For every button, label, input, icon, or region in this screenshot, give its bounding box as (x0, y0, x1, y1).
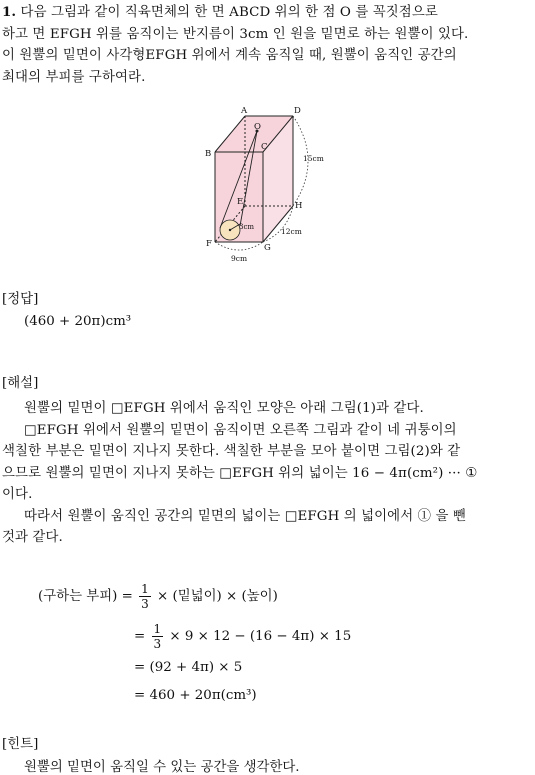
solution-line: 으므로 원뿔의 밑면이 지나지 못하는 □EFGH 위의 넓이는 16 − 4π(cm²) ··· ① (2, 465, 478, 481)
equation-row (134, 660, 242, 675)
equation-row (134, 688, 257, 703)
label-B: B (205, 149, 212, 159)
equation-rhs: × (밑넓이) × (높이) (157, 589, 278, 604)
cuboid-figure (195, 104, 365, 264)
label-C: C (261, 142, 268, 152)
solution-line: 색칠한 부분은 밑면이 지나지 못한다. 색칠한 부분을 모아 붙이면 그림(2)와 같 (2, 444, 461, 459)
problem-line: 이 원뿔의 밑면이 사각형EFGH 위에서 계속 움직일 때, 원뿔이 움직인 공간의 (2, 48, 457, 63)
label-width: 9cm (231, 254, 248, 263)
label-A: A (241, 106, 248, 116)
problem-line: 하고 면 EFGH 위를 움직이는 반지름이 3cm 인 원을 밑면로 하는 원뿔이 있다. (2, 26, 469, 42)
label-D: D (294, 106, 301, 116)
equation-row (38, 582, 278, 611)
hint-text: 원뿔의 밑면이 움직일 수 있는 공간을 생각한다. (24, 760, 300, 775)
equation-row (134, 622, 351, 651)
hint-label: [힌트] (2, 737, 39, 752)
equation-rhs: (92 + 4π) × 5 (149, 660, 243, 675)
label-O: O (254, 122, 261, 132)
solution-line: 따라서 원뿔이 움직인 공간의 밑면의 넓이는 □EFGH 의 넓이에서 ① 을 뺀 (24, 508, 466, 524)
label-G: G (264, 243, 271, 253)
width-arc (215, 242, 263, 250)
problem-line: 다음 그림과 같이 직육면체의 한 면 ABCD 위의 한 점 O 를 꼭짓점으로 (20, 5, 438, 20)
solution-line: 원뿔의 밑면이 □EFGH 위에서 움직인 모양은 아래 그림(1)과 같다. (24, 401, 424, 416)
equation-rhs: 460 + 20π(cm³) (149, 688, 257, 703)
label-depth: 12cm (281, 227, 302, 236)
equation-lhs: = (134, 629, 146, 644)
answer-label: [정답] (2, 292, 39, 307)
solution-line: □EFGH 위에서 원뿔의 밑면이 움직이면 오른쪽 그림과 같이 네 귀퉁이의 (24, 422, 457, 438)
fraction (139, 582, 151, 611)
solution-text (2, 398, 532, 549)
equation-lhs: (구하는 부피) = (38, 589, 133, 604)
equation-lhs: = (134, 660, 146, 675)
equation-lhs: = (134, 688, 146, 703)
fraction-denominator: 3 (153, 637, 162, 651)
fraction (152, 622, 164, 651)
solution-line: 이다. (2, 487, 33, 502)
answer-value: (460 + 20π)cm³ (24, 314, 132, 329)
problem-number: 1. (2, 4, 17, 20)
label-E: E (237, 197, 244, 207)
fraction-numerator: 1 (153, 622, 162, 636)
label-H: H (295, 201, 303, 211)
equation-rhs: × 9 × 12 − (16 − 4π) × 15 (169, 629, 352, 644)
problem-line: 최대의 부피를 구하여라. (2, 69, 146, 85)
label-F: F (206, 239, 212, 249)
solution-label: [해설] (2, 376, 39, 391)
fraction-denominator: 3 (141, 597, 149, 611)
label-height: 15cm (303, 154, 324, 163)
solution-line: 것과 같다. (2, 530, 63, 545)
label-radius: 3cm (239, 223, 255, 231)
problem-text (2, 2, 532, 88)
fraction-numerator: 1 (141, 582, 149, 596)
